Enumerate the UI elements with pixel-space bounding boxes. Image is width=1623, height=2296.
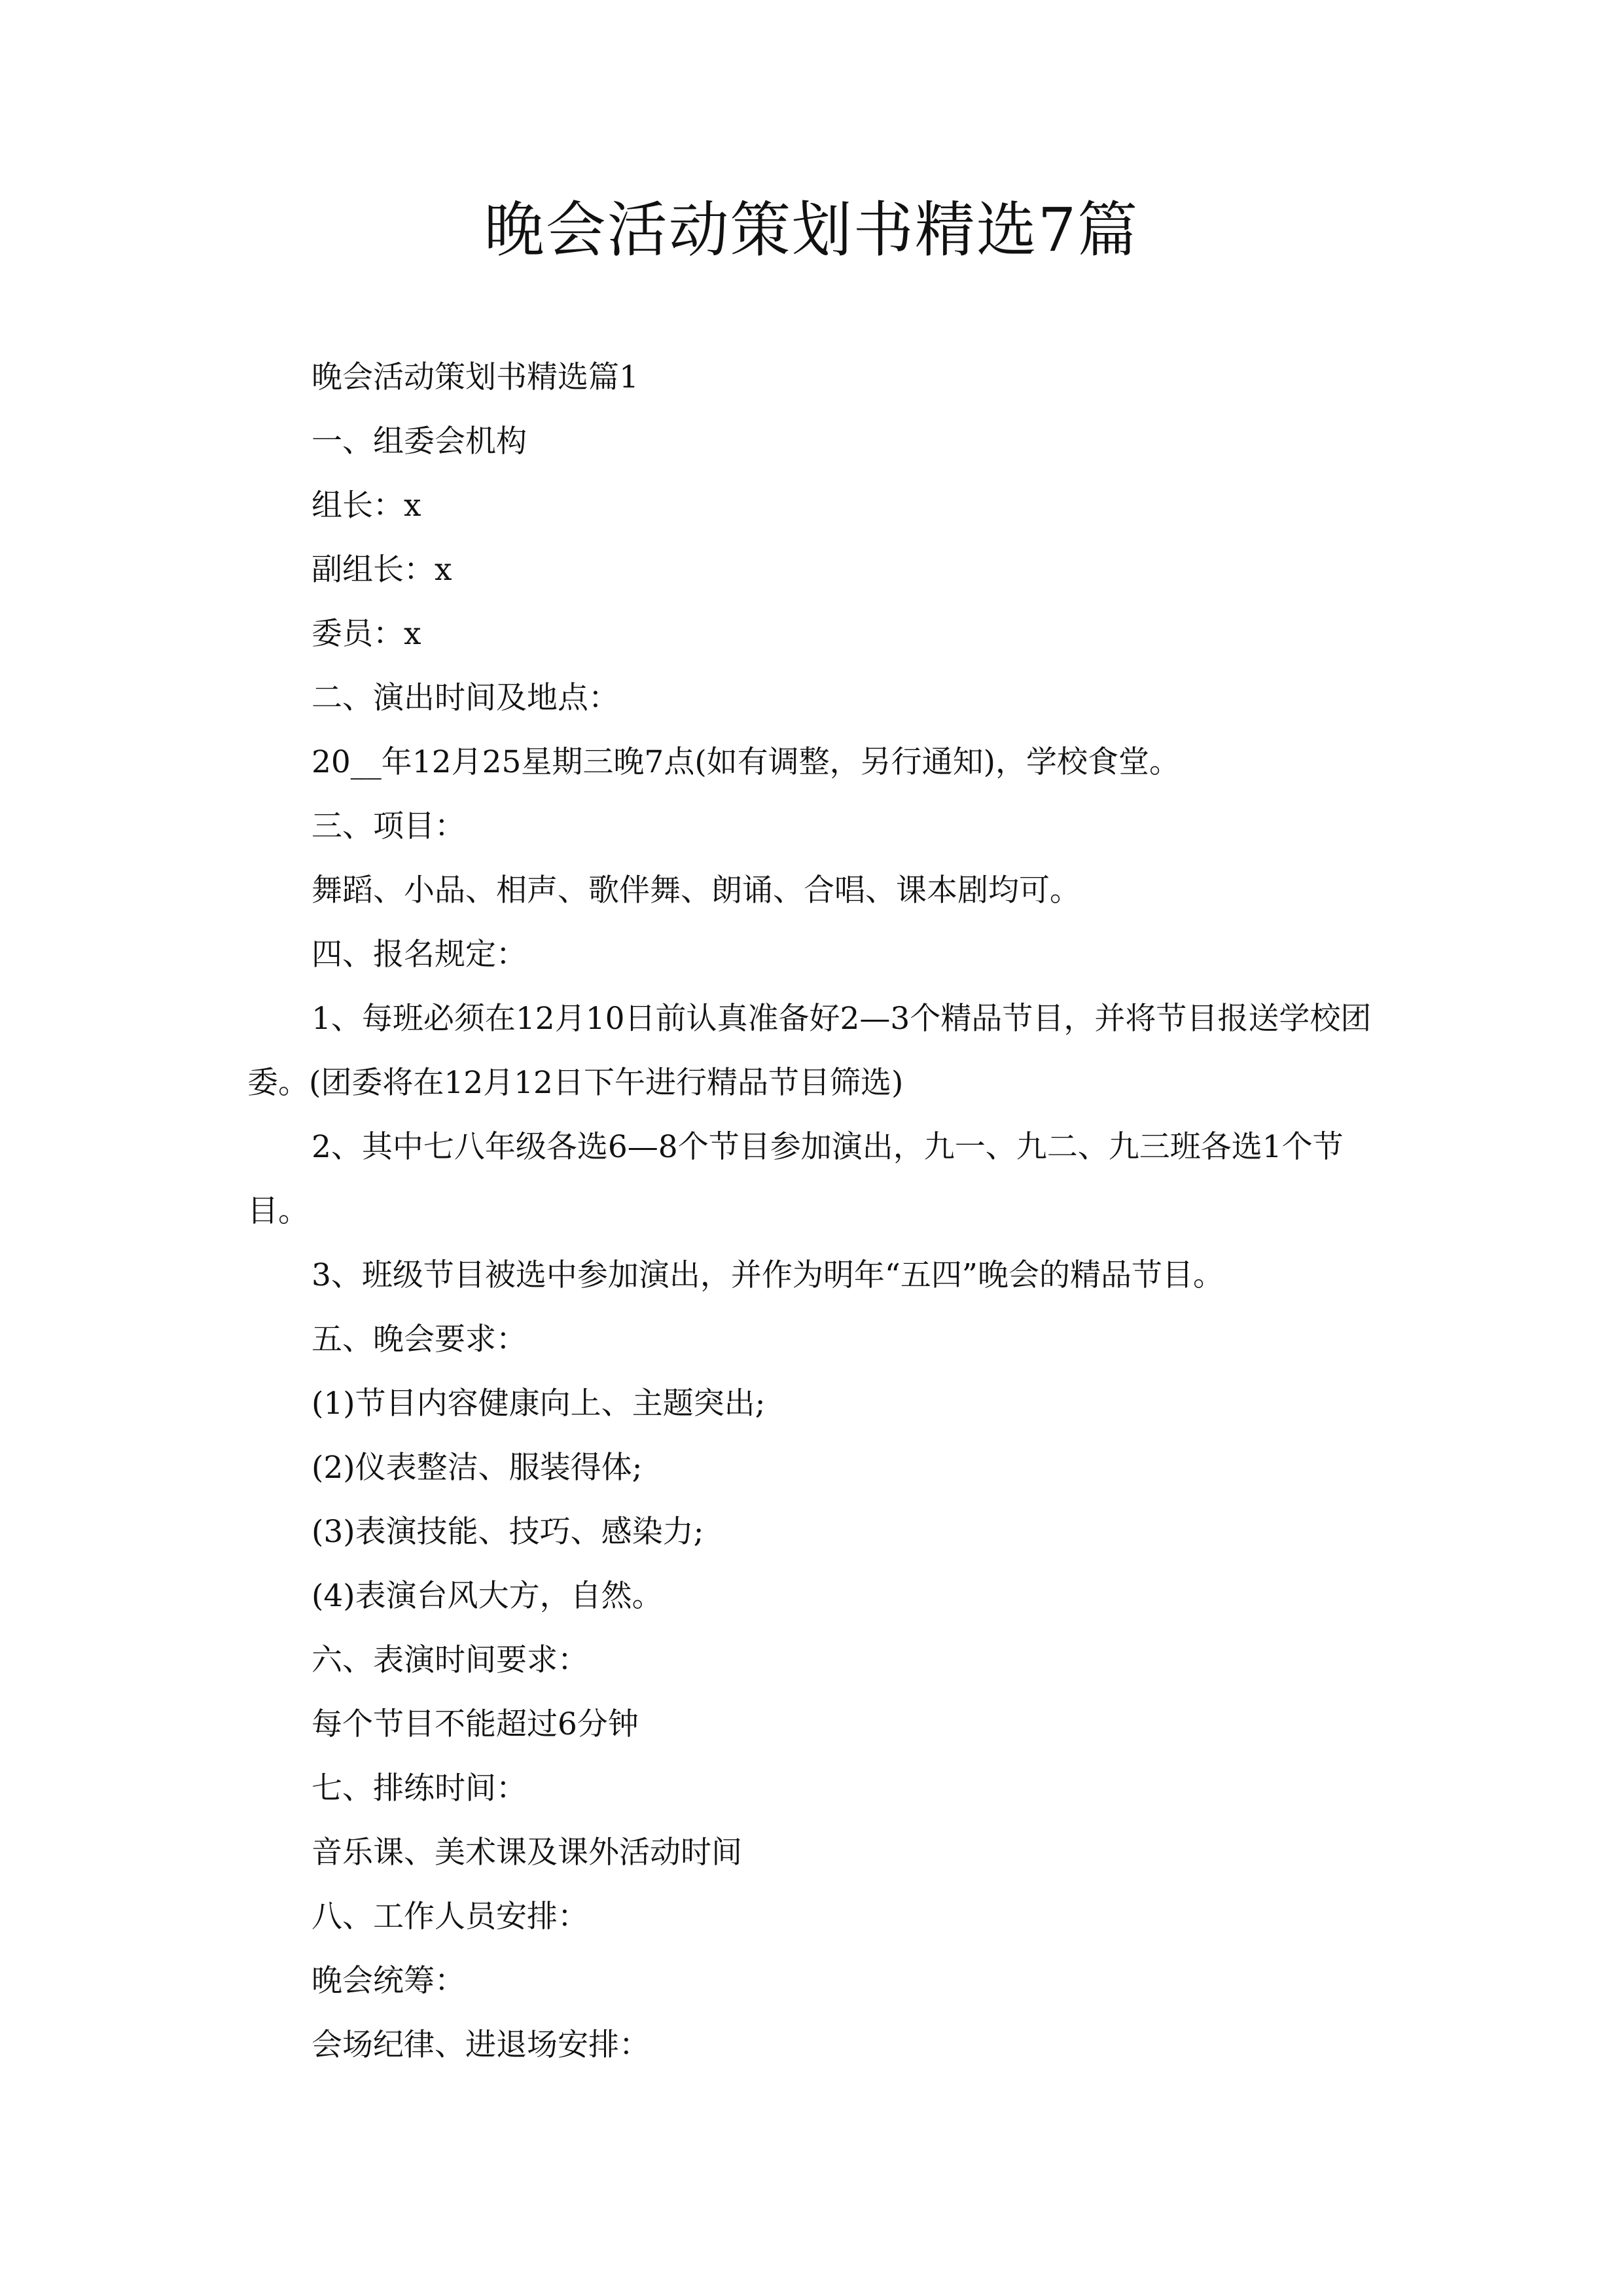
paragraph: 舞蹈、小品、相声、歌伴舞、朗诵、合唱、课本剧均可。 <box>312 872 1080 908</box>
paragraph: (4)表演台风大方，自然。 <box>312 1578 663 1614</box>
paragraph: 副组长：x <box>312 552 452 588</box>
paragraph: 六、表演时间要求： <box>312 1642 588 1678</box>
paragraph: 2、其中七八年级各选6—8个节目参加演出，九一、九二、九三班各选1个节目。 <box>247 1129 1344 1229</box>
paragraph: 会场纪律、进退场安排： <box>312 2027 650 2063</box>
paragraph: 晚会统筹： <box>312 1963 465 1999</box>
document-body <box>247 346 1381 2077</box>
paragraph: 一、组委会机构 <box>312 423 527 459</box>
paragraph: 二、演出时间及地点： <box>312 680 619 716</box>
paragraph: (1)节目内容健康向上、主题突出; <box>312 1386 766 1422</box>
paragraph: 三、项目： <box>312 808 465 844</box>
paragraph: 1、每班必须在12月10日前认真准备好2—3个精品节目，并将节目报送学校团委。(团委将在12月12日下午进行精品节目筛选) <box>247 1001 1372 1101</box>
paragraph: (2)仪表整洁、服装得体; <box>312 1450 643 1486</box>
paragraph: 20__年12月25星期三晚7点(如有调整，另行通知)，学校食堂。 <box>312 744 1180 780</box>
paragraph: 3、班级节目被选中参加演出，并作为明年“五四”晚会的精品节目。 <box>312 1257 1224 1293</box>
paragraph: (3)表演技能、技巧、感染力; <box>312 1514 704 1550</box>
paragraph: 组长：x <box>312 488 421 524</box>
document-title: 晚会活动策划书精选7篇 <box>484 195 1139 265</box>
section-heading: 晚会活动策划书精选篇1 <box>312 359 639 395</box>
paragraph: 每个节目不能超过6分钟 <box>312 1706 639 1742</box>
paragraph: 五、晚会要求： <box>312 1321 527 1357</box>
paragraph: 音乐课、美术课及课外活动时间 <box>312 1835 742 1871</box>
paragraph: 委员：x <box>312 616 421 652</box>
paragraph: 四、报名规定： <box>312 937 527 973</box>
paragraph: 七、排练时间： <box>312 1770 527 1806</box>
paragraph: 八、工作人员安排： <box>312 1899 588 1935</box>
